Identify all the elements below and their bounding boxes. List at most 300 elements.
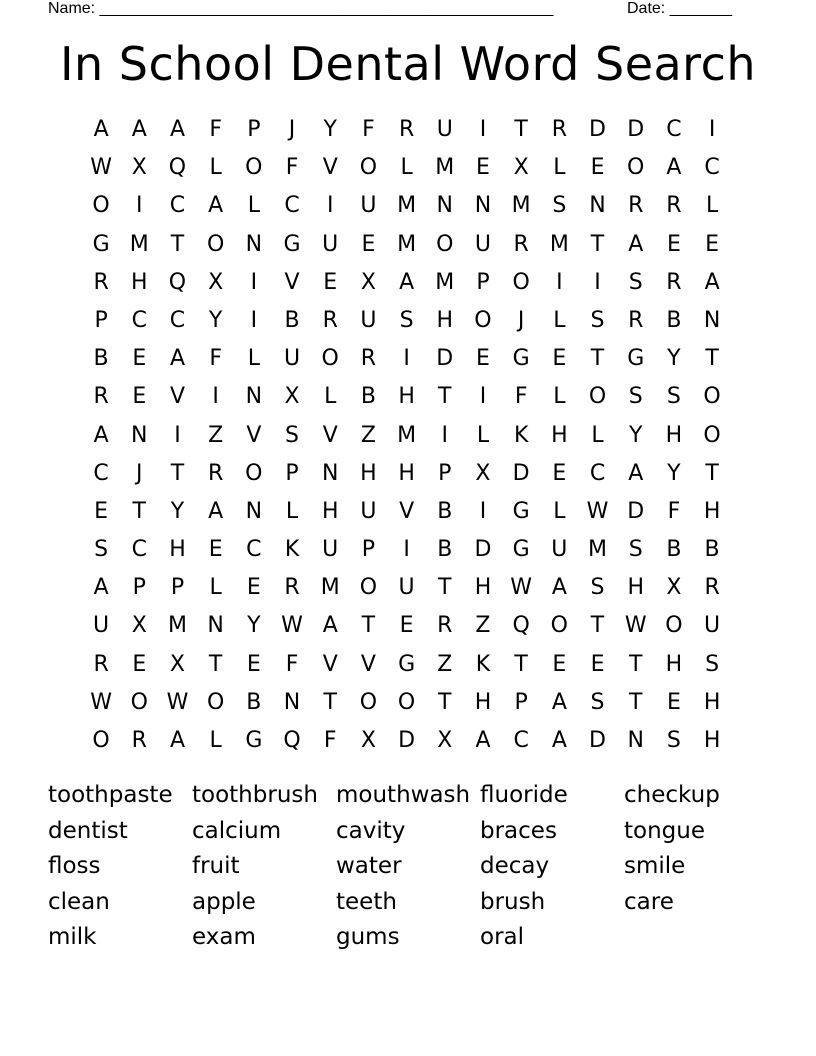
grid-cell: B <box>666 537 682 563</box>
word-list-item: fruit <box>192 853 240 880</box>
grid-cell: J <box>517 307 525 333</box>
grid-cell: G <box>245 728 263 753</box>
grid-cell: W <box>90 689 112 715</box>
grid-cell: D <box>589 117 606 142</box>
grid-cell: U <box>551 537 568 563</box>
grid-cell: R <box>628 193 644 219</box>
grid-cell: E <box>94 498 109 524</box>
grid-cell: K <box>475 651 491 677</box>
grid-cell: D <box>512 460 530 486</box>
grid-cell: T <box>323 689 337 715</box>
grid-cell: H <box>436 307 454 333</box>
grid-cell: R <box>628 307 644 333</box>
grid-row <box>82 569 731 607</box>
grid-cell: H <box>665 651 683 677</box>
grid-cell: F <box>323 728 337 753</box>
grid-cell: I <box>174 422 181 448</box>
grid-cell: W <box>166 689 189 715</box>
grid-cell: E <box>590 155 605 181</box>
word-list-item: cavity <box>336 817 406 844</box>
grid-cell: L <box>209 575 222 601</box>
word-list-item: teeth <box>336 888 397 915</box>
grid-cell: T <box>170 231 185 257</box>
word-list-item: toothpaste <box>48 782 173 808</box>
grid-cell: G <box>512 498 530 524</box>
grid-cell: D <box>436 346 454 372</box>
grid-cell: E <box>476 155 490 181</box>
grid-cell: S <box>628 537 643 563</box>
grid-cell: M <box>397 231 417 257</box>
word-list-item: toothbrush <box>192 782 318 808</box>
grid-cell: K <box>284 537 300 563</box>
grid-row <box>82 226 731 264</box>
grid-cell: U <box>360 498 377 524</box>
grid-cell: H <box>703 689 721 715</box>
grid-cell: C <box>704 155 720 181</box>
grid-cell: O <box>703 422 721 448</box>
grid-cell: R <box>360 346 377 372</box>
grid-cell: A <box>704 269 720 295</box>
grid-cell: S <box>285 422 300 448</box>
grid-cell: L <box>476 422 490 448</box>
grid-cell: D <box>627 498 645 524</box>
grid-cell: Y <box>170 498 185 524</box>
grid-cell: E <box>552 460 567 486</box>
grid-cell: S <box>590 575 605 601</box>
grid-cell: M <box>397 422 417 448</box>
grid-cell: D <box>627 117 645 142</box>
grid-cell: P <box>132 575 146 601</box>
header-line <box>48 0 748 18</box>
grid-cell: V <box>246 422 262 448</box>
grid-cell: H <box>551 422 568 448</box>
grid-cell: E <box>132 384 147 410</box>
name-field-label: Name: ___________________________________________________ <box>48 0 554 17</box>
grid-cell: E <box>323 269 338 295</box>
grid-cell: C <box>513 728 529 753</box>
grid-cell: F <box>362 117 375 142</box>
grid-cell: T <box>438 384 452 410</box>
grid-cell: N <box>207 613 224 639</box>
grid-cell: W <box>510 575 533 601</box>
grid-cell: C <box>169 193 186 219</box>
grid-cell: A <box>169 728 185 753</box>
grid-cell: O <box>130 689 148 715</box>
grid-cell: R <box>666 269 682 295</box>
grid-cell: O <box>474 307 492 333</box>
grid-cell: N <box>321 460 339 486</box>
grid-cell: Q <box>283 728 301 753</box>
grid-cell: X <box>131 155 147 181</box>
grid-cell: R <box>437 613 453 639</box>
grid-cell: S <box>590 689 605 715</box>
grid-cell: H <box>627 575 644 601</box>
grid-cell: P <box>438 460 452 486</box>
grid-cell: T <box>132 498 146 524</box>
date-field-label: Date: _______ <box>627 0 732 17</box>
grid-cell: A <box>131 117 147 142</box>
word-list-item: care <box>624 888 674 915</box>
grid-cell: R <box>322 307 338 333</box>
grid-cell: F <box>667 498 681 524</box>
grid-cell: I <box>479 384 487 410</box>
grid-cell: Y <box>323 117 337 142</box>
grid-cell: E <box>132 651 147 677</box>
grid-cell: L <box>247 346 260 372</box>
grid-cell: G <box>398 651 416 677</box>
grid-cell: X <box>437 728 453 753</box>
grid-cell: M <box>320 575 340 601</box>
grid-cell: A <box>399 269 415 295</box>
grid-cell: P <box>247 117 261 142</box>
grid-cell: G <box>283 231 301 257</box>
grid-cell: I <box>441 422 449 448</box>
word-list <box>48 778 768 956</box>
grid-cell: F <box>209 346 222 372</box>
grid-cell: G <box>627 346 645 372</box>
grid-cell: N <box>703 307 721 333</box>
grid-cell: V <box>322 422 338 448</box>
word-list-item: checkup <box>624 782 720 808</box>
grid-cell: R <box>551 117 567 142</box>
grid-cell: L <box>400 155 413 181</box>
grid-row <box>82 455 731 493</box>
word-list-item: fluoride <box>480 782 568 808</box>
word-list-item: gums <box>336 924 400 951</box>
grid-cell: L <box>705 193 719 219</box>
grid-cell: E <box>399 613 414 639</box>
grid-cell: F <box>209 117 222 142</box>
grid-cell: I <box>136 193 143 219</box>
grid-cell: O <box>92 728 110 753</box>
grid-cell: N <box>245 498 263 524</box>
grid-cell: W <box>586 498 609 524</box>
grid-cell: M <box>129 231 149 257</box>
grid-cell: Y <box>667 346 681 372</box>
grid-cell: W <box>90 155 112 181</box>
grid-cell: D <box>474 537 492 563</box>
letter-grid <box>82 111 731 760</box>
grid-cell: I <box>326 193 334 219</box>
grid-cell: X <box>360 728 376 753</box>
grid-cell: I <box>403 537 410 563</box>
grid-cell: A <box>93 117 109 142</box>
grid-cell: U <box>704 613 721 639</box>
grid-cell: S <box>705 651 720 677</box>
grid-cell: V <box>284 269 300 295</box>
grid-cell: J <box>136 460 143 486</box>
grid-cell: V <box>322 155 338 181</box>
grid-cell: U <box>360 193 377 219</box>
grid-cell: M <box>435 269 455 295</box>
grid-cell: U <box>360 307 377 333</box>
grid-cell: H <box>665 422 683 448</box>
grid-cell: H <box>474 575 492 601</box>
grid-cell: U <box>398 575 415 601</box>
grid-cell: A <box>551 689 567 715</box>
grid-cell: Y <box>208 307 223 333</box>
grid-cell: T <box>514 117 528 142</box>
grid-cell: O <box>627 155 645 181</box>
grid-cell: C <box>93 460 109 486</box>
grid-cell: B <box>284 307 300 333</box>
grid-cell: S <box>94 537 109 563</box>
grid-cell: Y <box>667 460 681 486</box>
grid-cell: E <box>552 651 567 677</box>
grid-cell: H <box>703 728 721 753</box>
grid-cell: O <box>550 613 568 639</box>
grid-cell: L <box>209 155 222 181</box>
grid-cell: C <box>284 193 300 219</box>
grid-cell: R <box>93 269 109 295</box>
grid-cell: L <box>591 422 604 448</box>
word-list-item: tongue <box>624 817 705 844</box>
grid-cell: N <box>245 231 263 257</box>
grid-cell: S <box>628 269 643 295</box>
grid-cell: O <box>703 384 721 410</box>
grid-cell: O <box>436 231 454 257</box>
grid-cell: X <box>169 651 185 677</box>
grid-cell: A <box>475 728 491 753</box>
grid-cell: N <box>131 422 148 448</box>
grid-row <box>82 531 731 569</box>
grid-cell: X <box>360 269 376 295</box>
grid-cell: M <box>435 155 455 181</box>
grid-cell: A <box>208 498 224 524</box>
grid-cell: C <box>589 460 606 486</box>
grid-cell: E <box>476 346 490 372</box>
word-list-item: milk <box>48 924 97 951</box>
grid-cell: L <box>285 498 299 524</box>
grid-cell: I <box>212 384 219 410</box>
grid-cell: T <box>361 613 376 639</box>
grid-cell: A <box>322 613 338 639</box>
grid-cell: Z <box>208 422 224 448</box>
grid-cell: V <box>360 651 376 677</box>
grid-cell: H <box>360 460 377 486</box>
grid-cell: A <box>628 460 644 486</box>
grid-cell: X <box>513 155 529 181</box>
grid-cell: D <box>398 728 416 753</box>
grid-cell: P <box>476 269 490 295</box>
grid-cell: S <box>552 193 567 219</box>
grid-cell: O <box>512 269 530 295</box>
grid-cell: U <box>283 346 301 372</box>
grid-cell: E <box>246 651 261 677</box>
grid-cell: R <box>513 231 529 257</box>
grid-cell: K <box>513 422 529 448</box>
grid-cell: S <box>666 728 681 753</box>
grid-cell: O <box>359 689 378 715</box>
grid-cell: F <box>514 384 528 410</box>
grid-cell: H <box>321 498 339 524</box>
grid-cell: Q <box>168 269 187 295</box>
word-list-item: oral <box>480 924 525 951</box>
grid-cell: A <box>628 231 644 257</box>
grid-cell: B <box>93 346 109 372</box>
grid-cell: E <box>666 689 681 715</box>
grid-cell: E <box>590 651 605 677</box>
grid-cell: J <box>288 117 296 142</box>
grid-cell: C <box>666 117 682 142</box>
word-list-item: calcium <box>192 817 282 844</box>
grid-cell: S <box>399 307 414 333</box>
grid-cell: B <box>437 537 453 563</box>
grid-cell: N <box>589 193 606 219</box>
grid-cell: O <box>245 460 263 486</box>
grid-cell: G <box>92 231 110 257</box>
grid-cell: A <box>666 155 682 181</box>
grid-cell: Z <box>437 651 453 677</box>
grid-cell: S <box>666 384 681 410</box>
grid-cell: E <box>666 231 681 257</box>
word-list-item: braces <box>480 817 557 844</box>
grid-cell: Z <box>475 613 491 639</box>
grid-cell: I <box>708 117 716 142</box>
grid-cell: P <box>170 575 185 601</box>
grid-cell: I <box>479 117 487 142</box>
grid-cell: R <box>666 193 682 219</box>
grid-cell: A <box>551 728 567 753</box>
grid-row <box>82 607 731 645</box>
grid-cell: E <box>705 231 720 257</box>
grid-cell: R <box>284 575 300 601</box>
grid-cell: V <box>399 498 415 524</box>
grid-cell: O <box>206 689 225 715</box>
grid-cell: H <box>398 460 415 486</box>
grid-cell: N <box>474 193 492 219</box>
grid-cell: T <box>705 346 719 372</box>
grid-row <box>82 722 731 760</box>
grid-cell: T <box>590 231 605 257</box>
grid-cell: B <box>246 689 262 715</box>
grid-cell: S <box>628 384 643 410</box>
word-list-item: apple <box>192 888 256 915</box>
grid-cell: Q <box>512 613 530 639</box>
grid-cell: T <box>705 460 719 486</box>
grid-cell: A <box>93 575 109 601</box>
grid-cell: X <box>131 613 147 639</box>
grid-cell: R <box>398 117 415 142</box>
grid-cell: O <box>92 193 110 219</box>
grid-cell: C <box>131 537 147 563</box>
grid-cell: C <box>246 537 262 563</box>
grid-row <box>82 417 731 455</box>
word-list-item: decay <box>480 853 550 880</box>
grid-row <box>82 187 731 225</box>
grid-cell: L <box>324 384 337 410</box>
grid-row <box>82 684 731 722</box>
grid-cell: R <box>208 460 224 486</box>
grid-row <box>82 149 731 187</box>
grid-cell: T <box>438 575 452 601</box>
grid-cell: A <box>208 193 224 219</box>
grid-row <box>82 264 731 302</box>
grid-cell: M <box>167 613 187 639</box>
grid-cell: R <box>93 651 109 677</box>
grid-cell: U <box>322 231 339 257</box>
grid-cell: F <box>285 651 299 677</box>
grid-cell: L <box>209 728 222 753</box>
grid-row <box>82 493 731 531</box>
grid-cell: M <box>588 537 608 563</box>
grid-cell: N <box>627 728 644 753</box>
grid-cell: R <box>93 384 109 410</box>
grid-row <box>82 111 731 149</box>
grid-cell: U <box>93 613 110 639</box>
grid-cell: O <box>321 346 339 372</box>
grid-cell: B <box>666 307 682 333</box>
grid-cell: T <box>438 689 452 715</box>
grid-cell: O <box>206 231 225 257</box>
grid-cell: T <box>170 460 185 486</box>
grid-cell: A <box>169 117 185 142</box>
grid-cell: E <box>246 575 261 601</box>
grid-cell: L <box>247 193 260 219</box>
grid-cell: T <box>628 689 643 715</box>
grid-cell: B <box>360 384 376 410</box>
grid-cell: O <box>359 155 378 181</box>
grid-cell: X <box>284 384 300 410</box>
grid-cell: G <box>512 537 530 563</box>
word-list-item: floss <box>48 853 101 880</box>
grid-cell: V <box>169 384 185 410</box>
word-list-item: clean <box>48 888 110 915</box>
grid-cell: X <box>666 575 682 601</box>
grid-cell: C <box>169 307 186 333</box>
grid-cell: V <box>322 651 338 677</box>
grid-cell: Y <box>247 613 261 639</box>
word-list-item: smile <box>624 853 686 880</box>
grid-cell: L <box>553 384 566 410</box>
grid-cell: H <box>398 384 415 410</box>
grid-cell: A <box>169 346 185 372</box>
grid-cell: A <box>93 422 109 448</box>
grid-cell: C <box>131 307 147 333</box>
grid-cell: H <box>131 269 148 295</box>
grid-cell: U <box>436 117 453 142</box>
grid-cell: I <box>250 307 258 333</box>
grid-cell: B <box>437 498 453 524</box>
grid-cell: O <box>359 575 378 601</box>
grid-cell: N <box>283 689 301 715</box>
grid-cell: X <box>208 269 224 295</box>
word-list-item: mouthwash <box>336 782 471 808</box>
grid-cell: L <box>553 498 566 524</box>
grid-cell: I <box>556 269 563 295</box>
grid-cell: E <box>132 346 147 372</box>
grid-row <box>82 378 731 416</box>
grid-cell: A <box>551 575 567 601</box>
grid-cell: Q <box>168 155 187 181</box>
grid-cell: Y <box>628 422 643 448</box>
grid-cell: H <box>474 689 492 715</box>
word-list-item: dentist <box>48 817 128 844</box>
grid-cell: T <box>628 651 643 677</box>
grid-row <box>82 646 731 684</box>
grid-cell: T <box>590 613 605 639</box>
grid-cell: I <box>250 269 258 295</box>
grid-cell: U <box>322 537 339 563</box>
grid-cell: T <box>590 346 605 372</box>
word-list-item: exam <box>192 924 256 951</box>
grid-cell: O <box>397 689 416 715</box>
grid-cell: R <box>704 575 720 601</box>
grid-cell: Z <box>360 422 376 448</box>
grid-row <box>82 302 731 340</box>
grid-cell: G <box>512 346 530 372</box>
grid-cell: L <box>553 307 566 333</box>
